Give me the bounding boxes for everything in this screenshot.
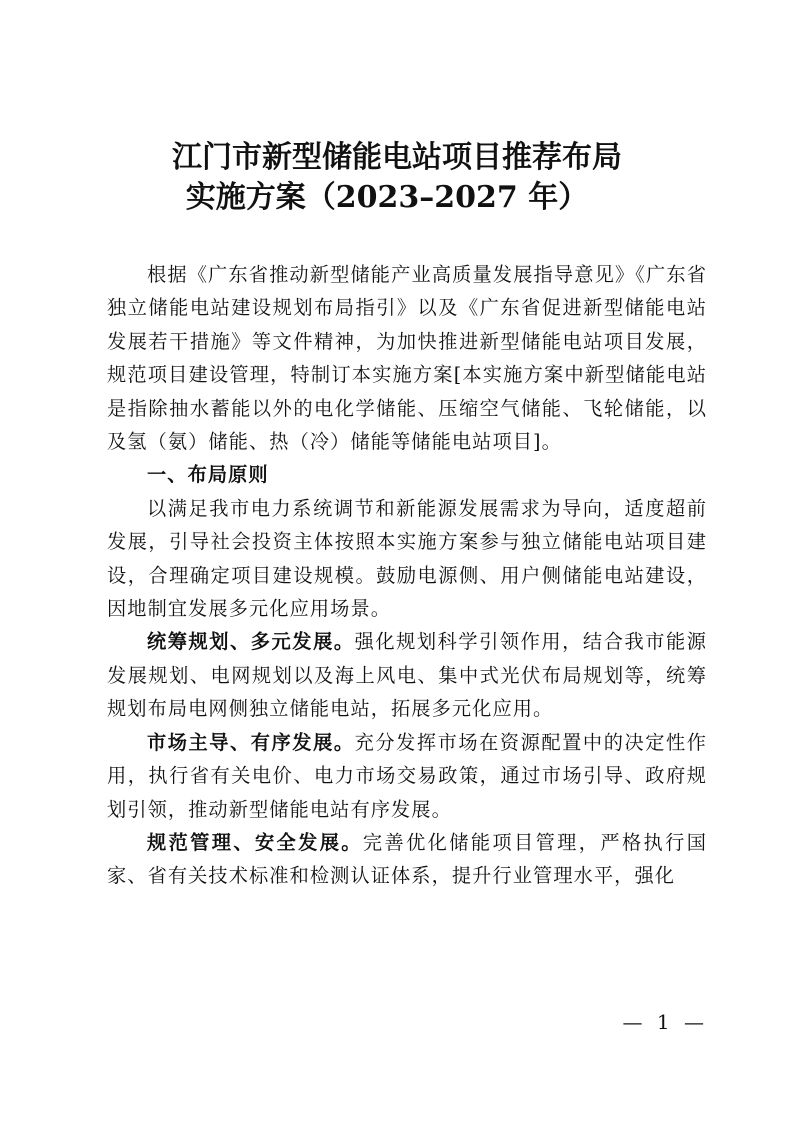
section-heading-layout-principles: 一、布局原则 (147, 463, 269, 487)
intro-paragraph: 根据《广东省推动新型储能产业高质量发展指导意见》《广东省独立储能电站建设规划布局指引》以及《广东省促进新型储能电站发展若干措施》等文件精神，为加快推进新型储能电站项目发展，规范项目建设管理，特制订本实施方案[本实施方案中新型储能电站是指除抽水蓄能以外的电化学储能、压缩空气储能、飞轮储能，以及氢（氨）储能、热（冷）储能等储能电站项目]。 (107, 263, 707, 454)
document-title (0, 138, 794, 218)
principle-3-text: 完善优化储能项目管理，严格执行国家、省有关技术标准和检测认证体系，提升行业管理水平，强化 (107, 830, 707, 888)
section1-paragraph: 以满足我市电力系统调节和新能源发展需求为导向，适度超前发展，引导社会投资主体按照本实施方案参与独立储能电站项目建设，合理确定项目建设规模。鼓励电源侧、用户侧储能电站建设，因地制宜发展多元化应用场景。 (107, 496, 707, 621)
principle-1-text: 强化规划科学引领作用，结合我市能源发展规划、电网规划以及海上风电、集中式光伏布局规划等，统筹规划布局电网侧独立储能电站，拓展多元化应用。 (107, 630, 708, 721)
document-body (107, 258, 707, 893)
principle-paragraph-1 (107, 625, 707, 725)
title-line-2: 实施方案（2023–2027 年） (185, 180, 589, 215)
principle-3-lead: 规范管理、安全发展。 (147, 830, 363, 854)
principle-2-lead: 市场主导、有序发展。 (147, 730, 355, 754)
principle-paragraph-2 (107, 726, 707, 826)
principle-paragraph-3 (107, 826, 707, 893)
principle-1-lead: 统筹规划、多元发展。 (147, 630, 355, 654)
title-line-1: 江门市新型储能电站项目推荐布局 (172, 140, 622, 175)
principle-2-text: 充分发挥市场在资源配置中的决定性作用，执行省有关电价、电力市场交易政策，通过市场引导、政府规划引领，推动新型储能电站有序发展。 (107, 730, 708, 821)
page-number: — 1 — (622, 1010, 708, 1034)
